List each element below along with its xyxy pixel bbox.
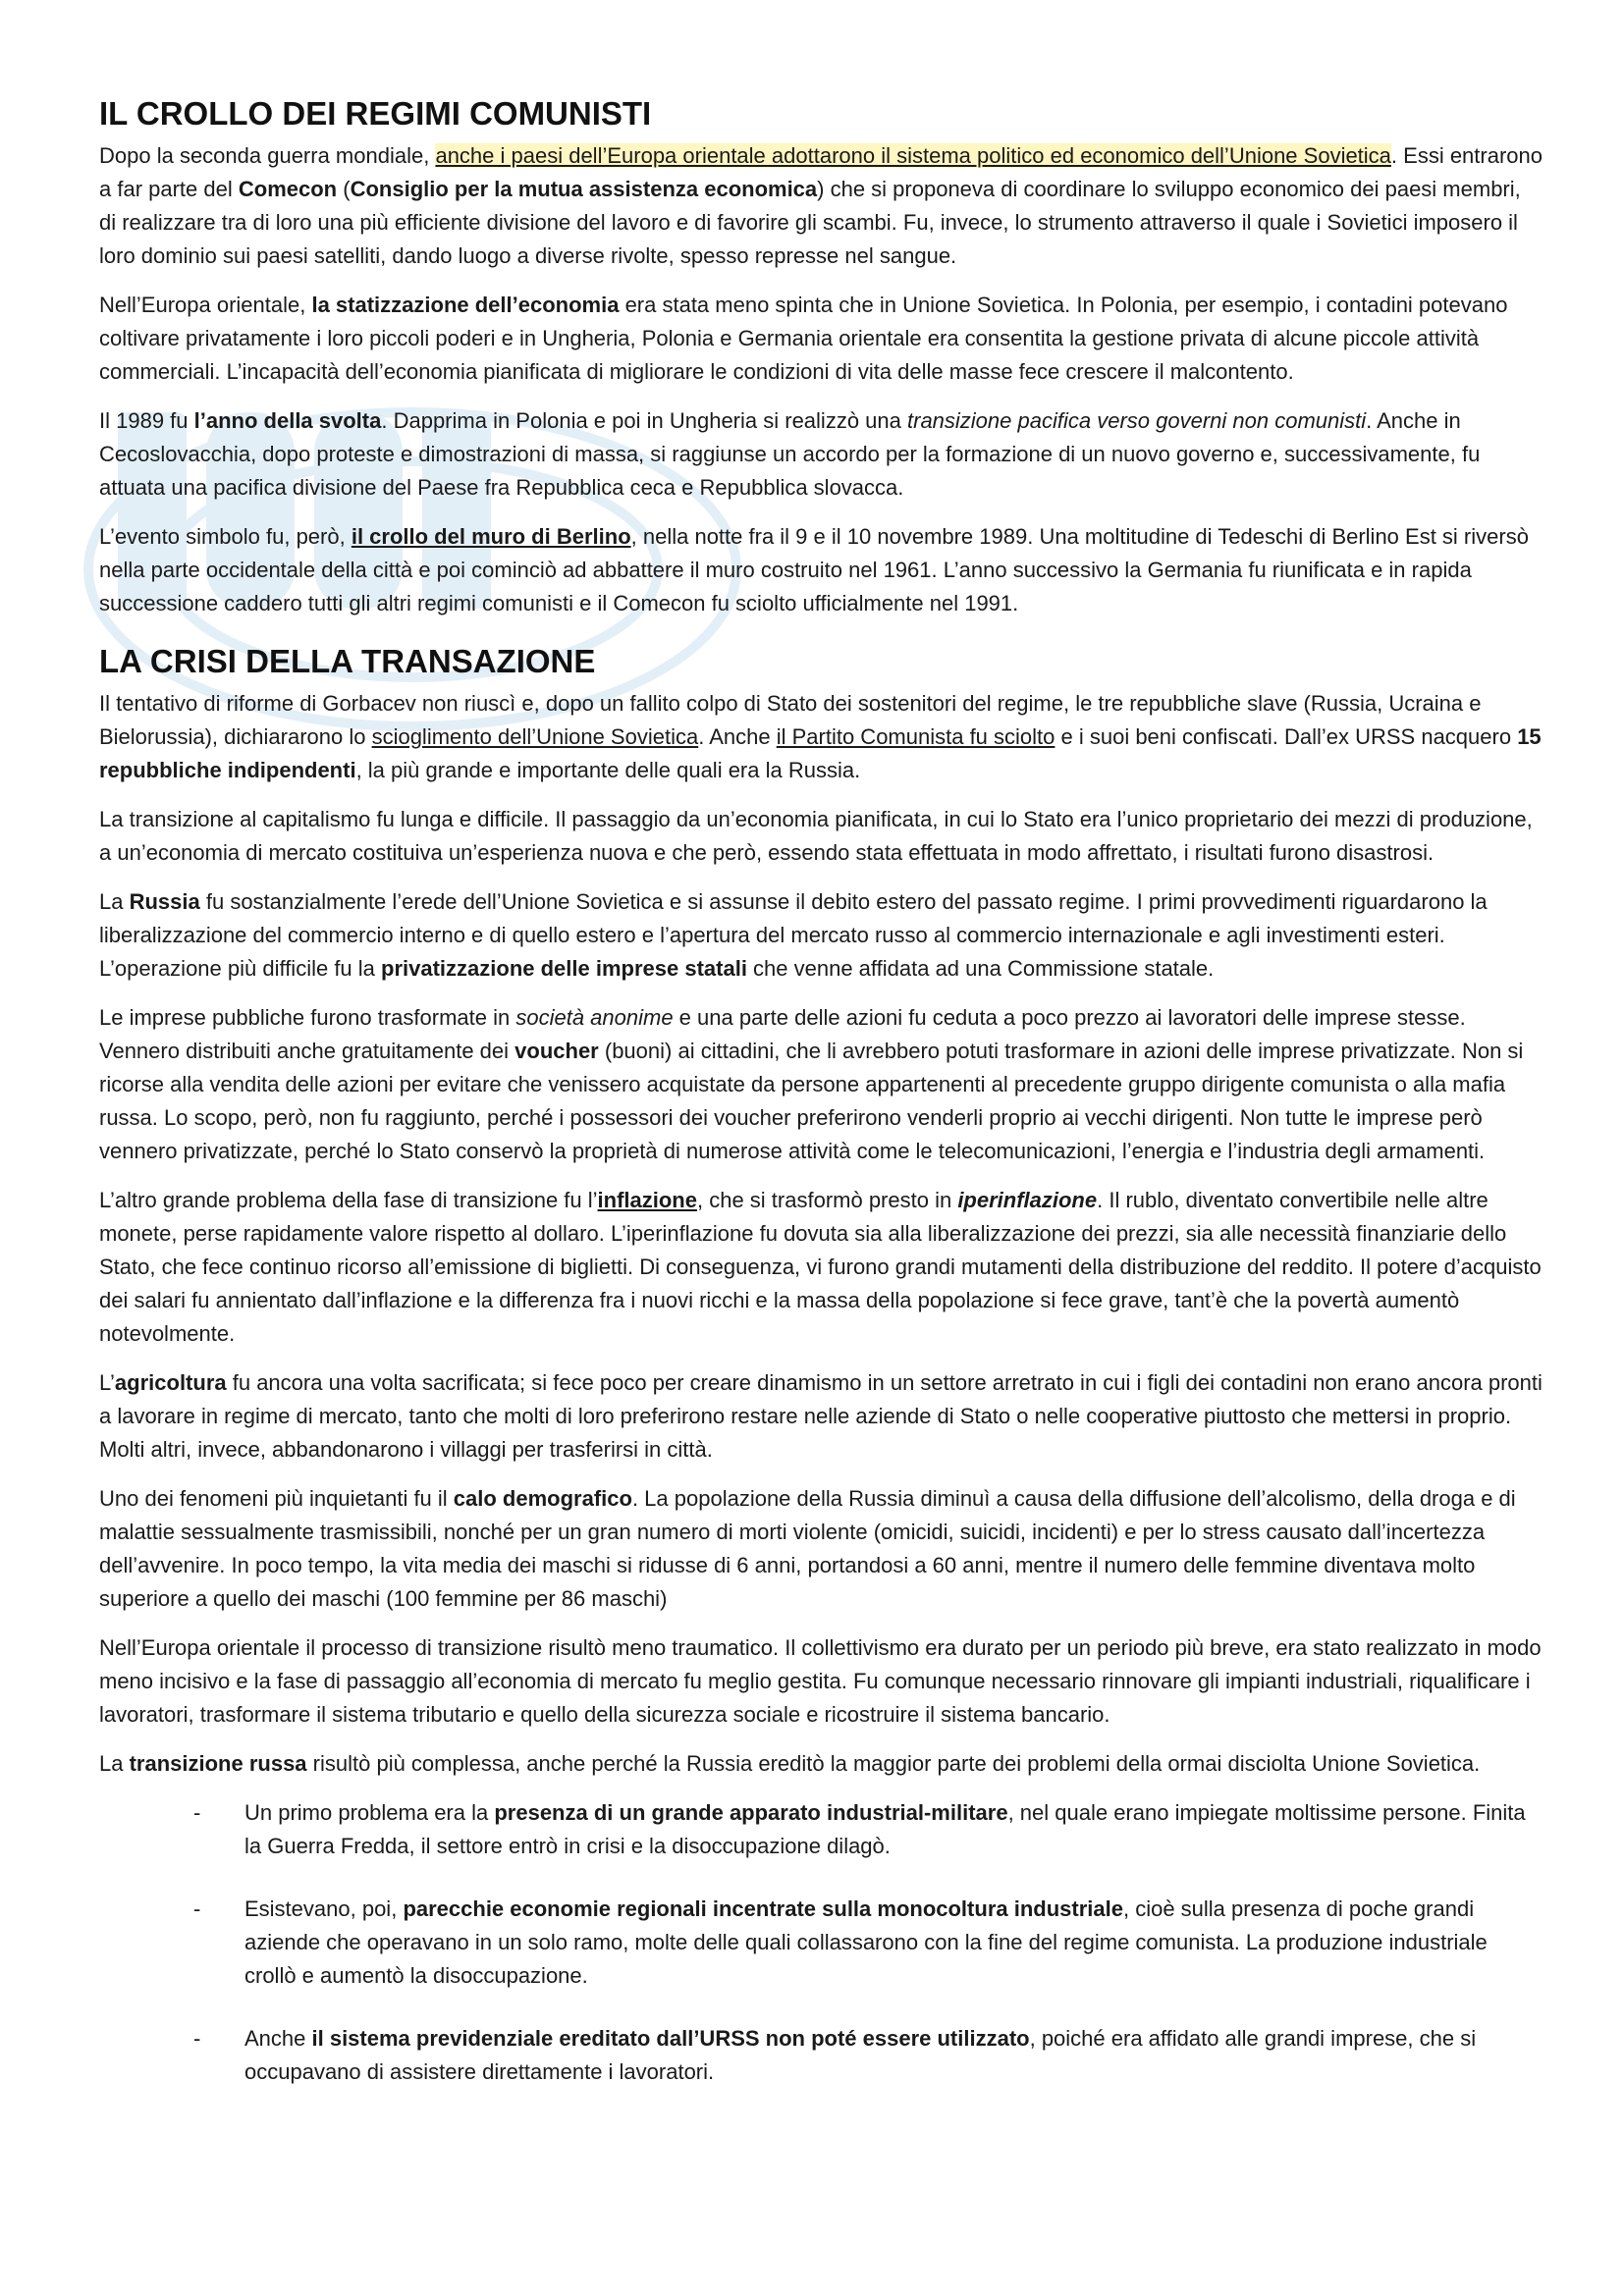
paragraph: L’agricoltura fu ancora una volta sacrificata; si fece poco per creare dinamismo in un settore arretrato in cui i figli dei contadini non erano ancora pronti a lavorare in regime di mercato, tanto che molti di loro preferirono restare nelle aziende di Stato o nelle cooperative piuttosto che mettersi in proprio. Molti altri, invece, abbandonarono i villaggi per trasferirsi in città. [99, 1370, 1543, 1462]
document-page [99, 94, 1543, 2118]
dash-bullet: - [193, 2026, 201, 2051]
bold-underlined-term: il crollo del muro di Berlino [351, 524, 631, 549]
bold-term: il sistema previdenziale ereditato dall’URSS non poté essere utilizzato [311, 2026, 1030, 2051]
bold-term: transizione russa [129, 1751, 307, 1776]
paragraph: L’altro grande problema della fase di transizione fu l’inflazione, che si trasformò presto in iperinflazione. Il rublo, diventato convertibile nelle altre monete, perse rapidamente valore rispetto al dollaro. L’iperinflazione fu dovuta sia alla liberalizzazione dei prezzi, sia alle necessità finanziarie dello Stato, che fece continuo ricorso all’emissione di biglietti. Di conseguenza, vi furono grandi mutamenti della distribuzione del reddito. Il potere d’acquisto dei salari fu annientato dall’inflazione e la differenza fra i nuovi ricchi e la massa della popolazione si fece grave, tant’è che la povertà aumentò notevolmente. [99, 1188, 1542, 1346]
list-item: - Anche il sistema previdenziale ereditato dall’URSS non poté essere utilizzato, poiché era affidato alle grandi imprese, che si occupavano di assistere direttamente i lavoratori. [99, 2022, 1543, 2089]
paragraph: Nell’Europa orientale il processo di transizione risultò meno traumatico. Il collettivismo era durato per un periodo più breve, era stato realizzato in modo meno incisivo e la fase di passaggio all’economia di mercato fu meglio gestita. Fu comunque necessario rinnovare gli impianti industriali, riqualificare i lavoratori, trasformare il sistema tributario e quello della sicurezza sociale e ricostruire il sistema bancario. [99, 1635, 1542, 1727]
list-item: - Un primo problema era la presenza di un grande apparato industrial-militare, nel quale erano impiegate moltissime persone. Finita la Guerra Fredda, il settore entrò in crisi e la disoccupazione dilagò. [99, 1796, 1543, 1863]
bold-term: Russia [129, 889, 200, 914]
bold-term: la statizzazione dell’economia [311, 293, 620, 317]
paragraph: La transizione al capitalismo fu lunga e difficile. Il passaggio da un’economia pianificata, in cui lo Stato era l’unico proprietario dei mezzi di produzione, a un’economia di mercato costituiva un’esperienza nuova e che però, essendo stata effettuata in modo affrettato, i risultati furono disastrosi. [99, 807, 1533, 865]
bold-italic-term: iperinflazione [957, 1188, 1098, 1212]
paragraph: La Russia fu sostanzialmente l’erede dell’Unione Sovietica e si assunse il debito estero del passato regime. I primi provvedimenti riguardarono la liberalizzazione del commercio interno e di quello estero e l’apertura del mercato russo al commercio internazionale e agli investimenti esteri. L’operazione più difficile fu la privatizzazione delle imprese statali che venne affidata ad una Commissione statale. [99, 889, 1488, 981]
bold-underlined-term: inflazione [597, 1188, 697, 1212]
underlined-phrase: il Partito Comunista fu sciolto [776, 724, 1056, 749]
paragraph: Nell’Europa orientale, la statizzazione dell’economia era stata meno spinta che in Unione Sovietica. In Polonia, per esempio, i contadini potevano coltivare privatamente i loro piccoli poderi e in Ungheria, Polonia e Germania orientale era consentita la gestione privata di alcune piccole attività commerciali. L’incapacità dell’economia pianificata di migliorare le condizioni di vita delle masse fece crescere il malcontento. [99, 293, 1508, 384]
paragraph: Dopo la seconda guerra mondiale, anche i paesi dell’Europa orientale adottarono il sistema politico ed economico dell’Unione Sovietica. Essi entrarono a far parte del Comecon (Consiglio per la mutua assistenza economica) che si proponeva di coordinare lo sviluppo economico dei paesi membri, di realizzare tra di loro una più efficiente divisione del lavoro e di favorire gli scambi. Fu, invece, lo strumento attraverso il quale i Sovietici imposero il loro dominio sui paesi satelliti, dando luogo a diverse rivolte, spesso represse nel sangue. [99, 143, 1543, 268]
bold-term: calo demografico [453, 1486, 632, 1511]
list-item: - Esistevano, poi, parecchie economie regionali incentrate sulla monocoltura industriale, cioè sulla presenza di poche grandi aziende che operavano in un solo ramo, molte delle quali collassarono con la fine del regime comunista. La produzione industriale crollò e aumentò la disoccupazione. [99, 1893, 1543, 1993]
dash-bullet: - [193, 1896, 201, 1921]
dash-bullet: - [193, 1800, 201, 1825]
paragraph: Le imprese pubbliche furono trasformate in società anonime e una parte delle azioni fu ceduta a poco prezzo ai lavoratori delle imprese stesse. Vennero distribuiti anche gratuitamente dei voucher (buoni) ai cittadini, che li avrebbero potuti trasformare in azioni delle imprese privatizzate. Non si ricorse alla vendita delle azioni per evitare che venissero acquistate da persone appartenenti al precedente gruppo dirigente comunista o alla mafia russa. Lo scopo, però, non fu raggiunto, perché i possessori dei voucher preferirono venderli proprio ai vecchi dirigenti. Non tutte le imprese però vennero privatizzate, perché lo Stato conservò la proprietà di numerose attività come le telecomunicazioni, l’energia e l’industria degli armamenti. [99, 1005, 1524, 1163]
paragraph: L’evento simbolo fu, però, il crollo del muro di Berlino, nella notte fra il 9 e il 10 novembre 1989. Una moltitudine di Tedeschi di Berlino Est si riversò nella parte occidentale della città e poi cominciò ad abbattere il muro costruito nel 1961. L’anno successivo la Germania fu riunificata e in rapida successione caddero tutti gli altri regimi comunisti e il Comecon fu sciolto ufficialmente nel 1991. [99, 524, 1529, 615]
bold-term: Consiglio per la mutua assistenza economica [350, 177, 818, 201]
bold-term: parecchie economie regionali incentrate sulla monocoltura industriale [403, 1896, 1123, 1921]
underlined-phrase: scioglimento dell’Unione Sovietica [371, 724, 699, 749]
bold-term: agricoltura [114, 1370, 227, 1395]
paragraph: La transizione russa risultò più complessa, anche perché la Russia ereditò la maggior parte dei problemi della ormai disciolta Unione Sovietica. [99, 1751, 1481, 1776]
bold-term: l’anno della svolta [193, 408, 382, 433]
section-title-crollo: IL CROLLO DEI REGIMI COMUNISTI [99, 95, 652, 132]
bold-term: 15 repubbliche indipendenti [99, 724, 1542, 782]
paragraph: Il 1989 fu l’anno della svolta. Dapprima in Polonia e poi in Ungheria si realizzò una transizione pacifica verso governi non comunisti. Anche in Cecoslovacchia, dopo proteste e dimostrazioni di massa, si raggiunse un accordo per la formazione di un nuovo governo e, successivamente, fu attuata una pacifica divisione del Paese fra Repubblica ceca e Repubblica slovacca. [99, 408, 1481, 500]
dash-list [99, 1796, 1543, 2089]
italic-phrase: transizione pacifica verso governi non comunisti [907, 408, 1367, 433]
section-title-crisi: LA CRISI DELLA TRANSAZIONE [99, 643, 596, 679]
bold-term: voucher [514, 1039, 599, 1063]
bold-term: Comecon [238, 177, 338, 201]
bold-term: privatizzazione delle imprese statali [381, 956, 747, 981]
italic-phrase: società anonime [515, 1005, 674, 1030]
paragraph: Il tentativo di riforme di Gorbacev non riuscì e, dopo un fallito colpo di Stato dei sostenitori del regime, le tre repubbliche slave (Russia, Ucraina e Bielorussia), dichiararono lo scioglimento dell’Unione Sovietica. Anche il Partito Comunista fu sciolto e i suoi beni confiscati. Dall’ex URSS nacquero 15 repubbliche indipendenti, la più grande e importante delle quali era la Russia. [99, 691, 1542, 782]
bold-term: presenza di un grande apparato industrial-militare [494, 1800, 1008, 1825]
underlined-phrase: anche i paesi dell’Europa orientale adottarono il sistema politico ed economico dell’Unione Sovietica [435, 143, 1391, 168]
paragraph: Uno dei fenomeni più inquietanti fu il calo demografico. La popolazione della Russia diminuì a causa della diffusione dell’alcolismo, della droga e di malattie sessualmente trasmissibili, nonché per un gran numero di morti violente (omicidi, suicidi, incidenti) e per lo stress causato dall’incertezza dell’avvenire. In poco tempo, la vita media dei maschi si ridusse di 6 anni, portandosi a 60 anni, mentre il numero delle femmine diventava molto superiore a quello dei maschi (100 femmine per 86 maschi) [99, 1486, 1516, 1611]
